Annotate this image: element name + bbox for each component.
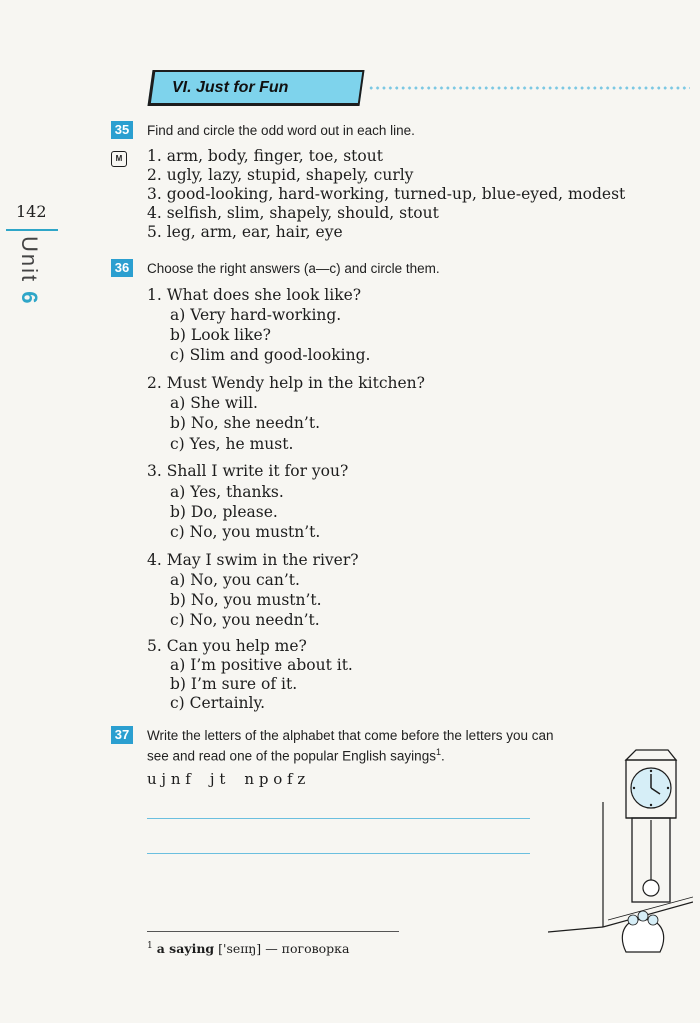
exercise-37-instruction-line1: Write the letters of the alphabet that come before the letters you can — [147, 728, 554, 743]
answer-option[interactable]: c) No, you mustn’t. — [170, 523, 321, 541]
answer-option[interactable]: c) No, you needn’t. — [170, 611, 320, 629]
answer-option[interactable]: a) Yes, thanks. — [170, 483, 284, 501]
answer-option[interactable]: b) Look like? — [170, 326, 271, 344]
answer-line[interactable] — [147, 818, 530, 819]
footnote — [147, 941, 349, 956]
footnote-transcription: ['seɪɪŋ] — [218, 941, 262, 957]
exercise-35-number: 35 — [111, 121, 133, 139]
exercise-35-line: 1. arm, body, finger, toe, stout — [147, 147, 383, 165]
section-dotted-rule — [368, 86, 690, 90]
exercise-35-instruction: Find and circle the odd word out in each line. — [147, 123, 415, 138]
exercise-35-line: 3. good-looking, hard-working, turned-up, blue-eyed, modest — [147, 185, 626, 203]
answer-option[interactable]: a) No, you can’t. — [170, 571, 300, 589]
unit-number: 6 — [17, 291, 42, 306]
instruction-text: see and read one of the popular English sayings — [147, 748, 436, 764]
page-number: 142 — [16, 202, 47, 221]
footnote-term: a saying — [156, 941, 215, 957]
answer-option[interactable]: b) No, she needn’t. — [170, 414, 320, 432]
unit-label — [6, 236, 42, 336]
exercise-36-number: 36 — [111, 259, 133, 277]
answer-line[interactable] — [147, 853, 530, 854]
exercise-35-line: 4. selfish, slim, shapely, should, stout — [147, 204, 439, 222]
unit-word: Unit — [17, 236, 42, 284]
margin-divider — [6, 229, 58, 231]
answer-option[interactable]: c) Certainly. — [170, 694, 266, 712]
answer-option[interactable]: b) I’m sure of it. — [170, 675, 298, 693]
footnote-dash: — — [265, 941, 278, 957]
answer-option[interactable]: a) She will. — [170, 394, 258, 412]
exercise-36-instruction: Choose the right answers (a—c) and circle them. — [147, 261, 440, 276]
exercise-35-line: 5. leg, arm, ear, hair, eye — [147, 223, 343, 241]
answer-option[interactable]: c) Slim and good-looking. — [170, 346, 371, 364]
section-title: VI. Just for Fun — [172, 79, 289, 96]
question: 4. May I swim in the river? — [147, 551, 359, 569]
cipher-letters: u j n f j t n p o f z — [147, 770, 306, 788]
question: 5. Can you help me? — [147, 637, 307, 655]
answer-option[interactable]: a) I’m positive about it. — [170, 656, 353, 674]
footnote-reference: 1 — [435, 747, 441, 757]
footnote-mark: 1 — [147, 941, 153, 951]
answer-option[interactable]: c) Yes, he must. — [170, 435, 294, 453]
question: 2. Must Wendy help in the kitchen? — [147, 374, 425, 392]
question: 3. Shall I write it for you? — [147, 462, 349, 480]
footnote-rule — [147, 931, 399, 932]
grandfather-clock-illustration — [548, 742, 693, 967]
exercise-35-line: 2. ugly, lazy, stupid, shapely, curly — [147, 166, 414, 184]
exercise-37-number: 37 — [111, 726, 133, 744]
exercise-37-instruction-line2: see and read one of the popular English sayings$^1$. — [147, 747, 445, 764]
question: 1. What does she look like? — [147, 286, 362, 304]
answer-option[interactable]: a) Very hard-working. — [170, 306, 342, 324]
answer-option[interactable]: b) No, you mustn’t. — [170, 591, 322, 609]
audio-badge-icon: M — [111, 151, 127, 167]
answer-option[interactable]: b) Do, please. — [170, 503, 278, 521]
footnote-translation: поговорка — [281, 941, 350, 957]
